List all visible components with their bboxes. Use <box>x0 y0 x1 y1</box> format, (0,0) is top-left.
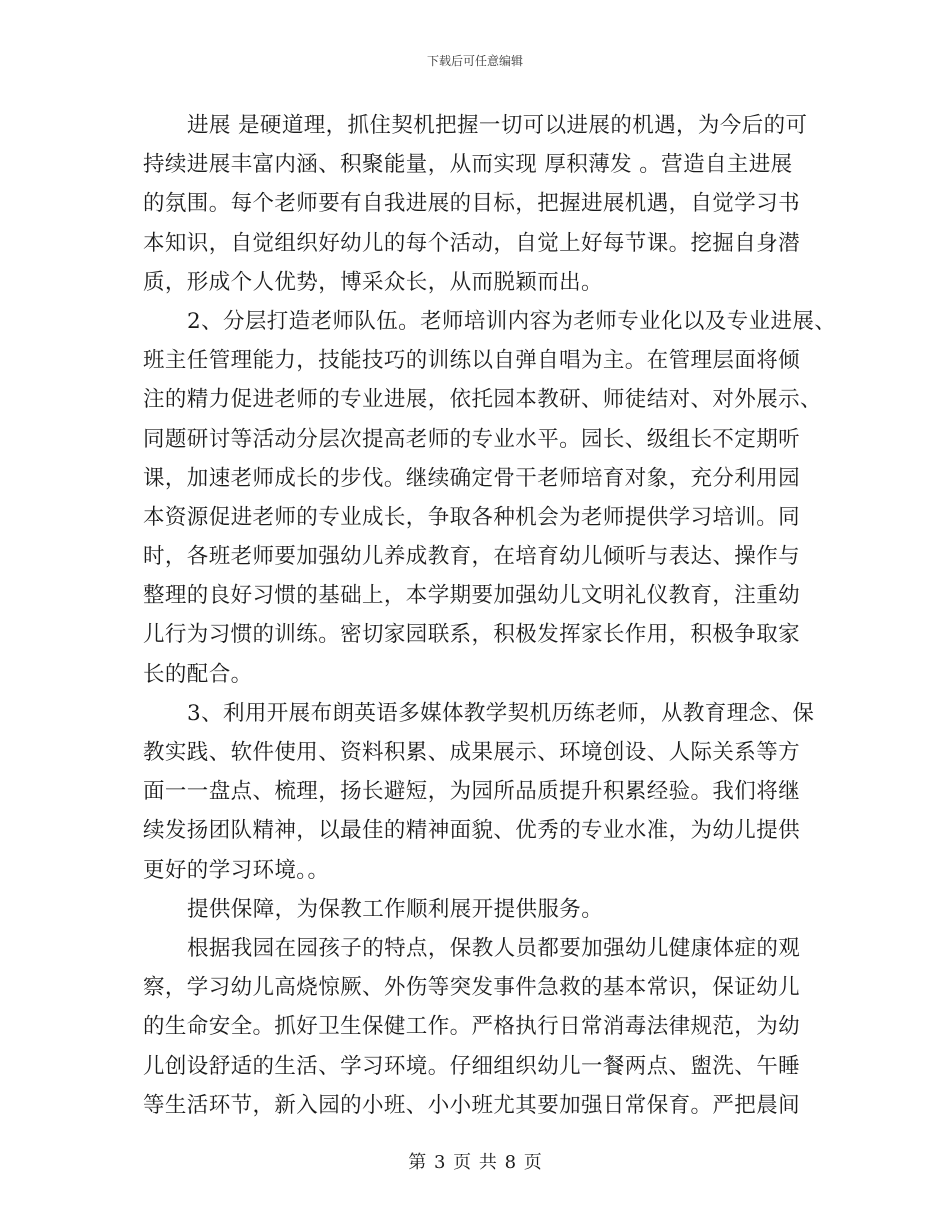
text-line: 注的精力促进老师的专业进展，依托园本教研、师徒结对、对外展示、 <box>143 387 822 413</box>
text-line: 面一一盘点、梳理，扬长避短，为园所品质提升积累经验。我们将继 <box>143 779 801 805</box>
text-line: 3、利用开展布朗英语多媒体教学契机历练老师，从教育理念、保 <box>187 700 815 726</box>
text-line: 本知识，自觉组织好幼儿的每个活动，自觉上好每节课。挖掘自身潜 <box>143 230 801 256</box>
page-number-footer: 第 3 页 共 8 页 <box>408 1152 542 1173</box>
text-line: 班主任管理能力，技能技巧的训练以自弹自唱为主。在管理层面将倾 <box>143 348 801 374</box>
text-line: 儿行为习惯的训练。密切家园联系，积极发挥家长作用，积极争取家 <box>143 622 801 648</box>
text-line: 长的配合。 <box>143 661 253 687</box>
text-line: 更好的学习环境。。 <box>143 857 330 883</box>
text-line: 质，形成个人优势，博采众长，从而脱颖而出。 <box>143 269 603 295</box>
text-line: 的氛围。每个老师要有自我进展的目标，把握进展机遇，自觉学习书 <box>143 191 801 217</box>
text-line: 本资源促进老师的专业成长，争取各种机会为老师提供学习培训。同 <box>143 504 801 530</box>
text-line: 持续进展丰富内涵、积聚能量，从而实现 厚积薄发 。营造自主进展 <box>143 152 793 178</box>
text-line: 同题研讨等活动分层次提高老师的专业水平。园长、级组长不定期听 <box>143 426 801 452</box>
text-line: 察，学习幼儿高烧惊厥、外伤等突发事件急救的基本常识，保证幼儿 <box>143 975 801 1001</box>
document-body <box>143 106 837 1125</box>
text-line: 课，加速老师成长的步伐。继续确定骨干老师培育对象，充分利用园 <box>143 465 801 491</box>
text-line: 的生命安全。抓好卫生保健工作。严格执行日常消毒法律规范，为幼 <box>143 1014 801 1040</box>
text-line: 整理的良好习惯的基础上，本学期要加强幼儿文明礼仪教育，注重幼 <box>143 583 801 609</box>
text-line: 进展 是硬道理，抓住契机把握一切可以进展的机遇，为今后的可 <box>187 113 808 138</box>
text-line: 根据我园在园孩子的特点，保教人员都要加强幼儿健康体症的观 <box>187 935 801 961</box>
text-line: 续发扬团队精神，以最佳的精神面貌、优秀的专业水准，为幼儿提供 <box>143 818 801 844</box>
text-line: 教实践、软件使用、资料积累、成果展示、环境创设、人际关系等方 <box>143 740 801 765</box>
text-line: 2、分层打造老师队伍。老师培训内容为老师专业化以及专业进展、 <box>187 308 837 334</box>
page-header: 下载后可任意编辑 <box>426 54 523 68</box>
text-line: 提供保障，为保教工作顺利展开提供服务。 <box>187 896 604 922</box>
text-line: 等生活环节，新入园的小班、小小班尤其要加强日常保育。严把晨间 <box>143 1092 801 1118</box>
text-line: 儿创设舒适的生活、学习环境。仔细组织幼儿一餐两点、盥洗、午睡 <box>143 1053 801 1079</box>
text-line: 时，各班老师要加强幼儿养成教育，在培育幼儿倾听与表达、操作与 <box>143 544 801 570</box>
